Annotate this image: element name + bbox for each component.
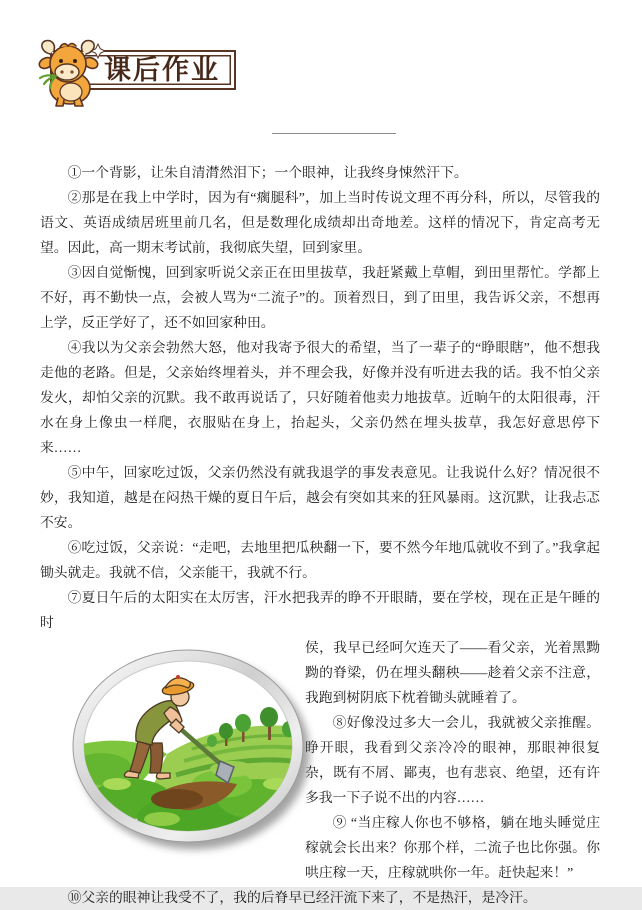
paragraph-3: ③因自觉惭愧，回到家听说父亲正在田里拔草，我赶紧戴上草帽，到田里帮忙。学都上不好，再不勤快一点，会被人骂为“二流子”的。顶着烈日，到了田里，我告诉父亲，不想再上学，反正学好了，还不如回家种田。 [40,265,600,330]
paragraph-2: ②那是在我上中学时，因为有“瘸腿科”，加上当时传说文理不再分科，所以，尽管我的语文、英语成绩居班里前几名，但是数理化成绩却出奇地差。这样的情况下，肯定高考无望。因此，高一期末考试前，我彻底失望，回到家里。 [40,190,600,255]
homework-logo [40,44,240,100]
paragraph-1: ①一个背影，让朱自清潸然泪下；一个眼神，让我终身悚然汗下。 [67,165,468,180]
paragraph-10: ⑩父亲的眼神让我受不了，我的后脊早已经汗流下来了，不是热汗，是冷汗。 [67,890,537,905]
paragraph-5: ⑤中午，回家吃过饭，父亲仍然没有就我退学的事发表意见。让我说什么好？情况很不妙，我知道，越是在闷热干燥的夏日午后，越会有突如其来的狂风暴雨。这沉默，让我忐忑不安。 [40,465,600,530]
logo-label: 课后作业 [104,54,220,85]
paragraph-9: ⑨ “当庄稼人你也不够格，躺在地头睡觉庄稼就会长出来？你那个样，二流子也比你强。你哄庄稼一天，庄稼就哄你一年。赶快起来！” [305,815,600,880]
wrapped-section [40,635,600,885]
title-blank-line [272,118,396,134]
ox-mascot-icon [34,36,108,108]
farmer-hoeing-illustration [72,649,305,845]
paragraph-7-continued: 侯，我早已经呵欠连天了——看父亲，光着黑黝黝的脊梁，仍在埋头翻秧——趁着父亲不注意，我跑到树阴底下枕着锄头就睡着了。 [305,640,600,705]
paragraph-8: ⑧好像没过多大一会儿，我就被父亲推醒。睁开眼，我看到父亲冷冷的眼神，那眼神很复杂，既有不屑、鄙夷，也有悲哀、绝望，还有许多我一下子说不出的内容…… [305,715,600,805]
reading-passage [40,160,600,910]
farmer-hoeing-image [72,649,305,845]
paragraph-4: ④我以为父亲会勃然大怒，他对我寄予很大的希望，当了一辈子的“睁眼瞎”，他不想我走他的老路。但是，父亲始终埋着头，并不理会我，好像并没有听进去我的话。我不怕父亲发火，却怕父亲的沉默。我不敢再说话了，只好随着他卖力地拔草。近晌午的太阳很毒，汗水在身上像虫一样爬，衣服贴在身上，抬起头，父亲仍然在埋头拔草，我怎好意思停下来…… [40,340,600,455]
paragraph-7-first-line: ⑦夏日午后的太阳实在太厉害，汗水把我弄的睁不开眼睛，要在学校，现在正是午睡的时 [40,590,600,630]
paragraph-6: ⑥吃过饭，父亲说：“走吧，去地里把瓜秧翻一下，要不然今年地瓜就收不到了。”我拿起锄头就走。我就不信，父亲能干，我就不行。 [40,540,600,580]
